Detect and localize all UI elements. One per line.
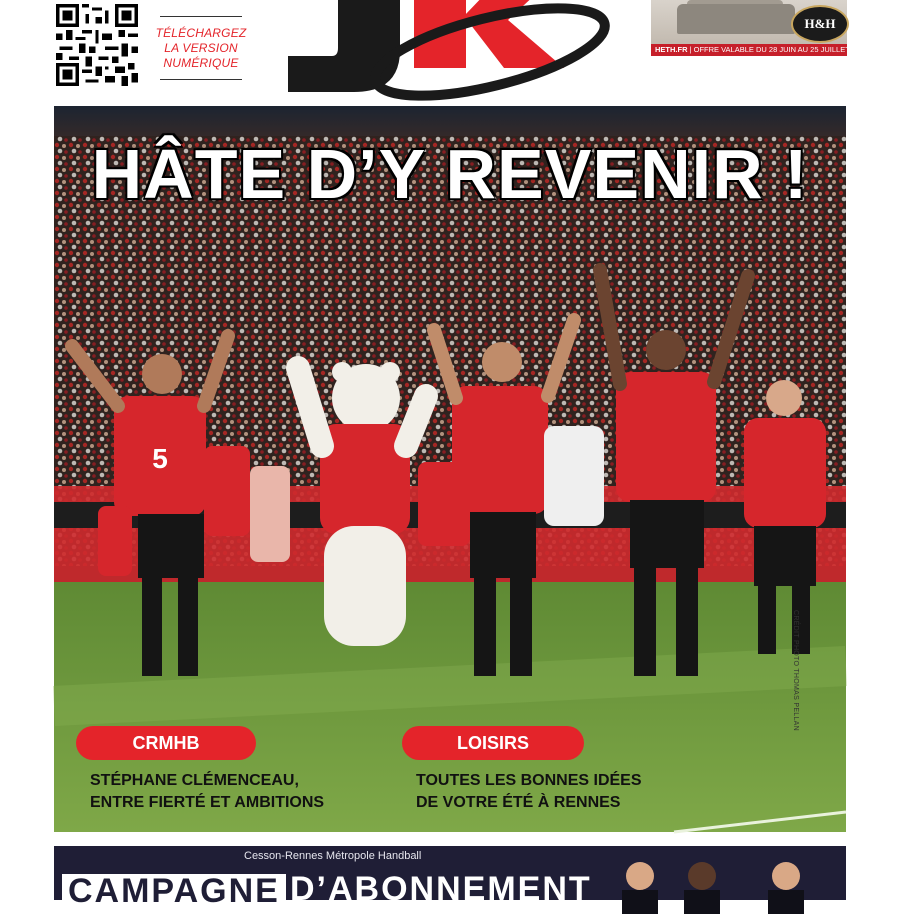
feature-loisirs-teaser[interactable] [416, 770, 642, 814]
player-figure [204, 446, 250, 536]
player-portrait [620, 854, 660, 914]
player-portrait [766, 854, 806, 914]
download-line-3: NUMÉRIQUE [163, 55, 239, 70]
qr-code[interactable] [56, 4, 138, 86]
shirt-number: 5 [152, 443, 168, 474]
photo-credit [792, 610, 803, 731]
advertisement[interactable] [651, 0, 869, 56]
subscription-banner[interactable] [54, 846, 846, 910]
download-digital-box[interactable] [155, 16, 247, 80]
download-line-1: TÉLÉCHARGEZ [155, 25, 247, 40]
cover-photo [54, 106, 846, 832]
feature-loisirs-line-1: TOUTES LES BONNES IDÉES [416, 772, 642, 789]
photo-credit-text: CRÉDIT PHOTO THOMAS PELLAN [792, 610, 799, 731]
ad-sofa [677, 4, 795, 34]
ad-offer-strip [651, 44, 869, 56]
player-figure [544, 426, 604, 526]
child-figure [250, 466, 290, 562]
banner-club-name: Cesson-Rennes Métropole Handball [244, 850, 422, 862]
ad-brand-logo: H&H [791, 5, 849, 43]
feature-crmhb-line-2: ENTRE FIERTÉ ET AMBITIONS [90, 794, 325, 811]
banner-title-campagne: CAMPAGNE [62, 874, 286, 904]
player-figure [418, 462, 470, 546]
ad-site: HETH.FR [655, 45, 688, 54]
feature-crmhb-teaser[interactable] [90, 770, 324, 814]
masthead-logo [268, 0, 608, 96]
feature-loisirs-line-2: DE VOTRE ÉTÉ À RENNES [416, 794, 621, 811]
ad-offer-text: | OFFRE VALABLE DU 28 JUIN AU 25 JUILLET 2023 [687, 45, 869, 54]
feature-crmhb-line-1: STÉPHANE CLÉMENCEAU, [90, 772, 299, 789]
tag-crmhb[interactable]: CRMHB [76, 726, 256, 760]
child-figure [98, 506, 132, 576]
stadium-scene [54, 106, 846, 832]
player-portrait [682, 854, 722, 914]
download-line-2: LA VERSION [164, 40, 238, 55]
tag-loisirs[interactable]: LOISIRS [402, 726, 584, 760]
cover-headline: HÂTE D’Y REVENIR ! [91, 135, 809, 213]
banner-title-abonnement: D’ABONNEMENT [290, 870, 592, 908]
